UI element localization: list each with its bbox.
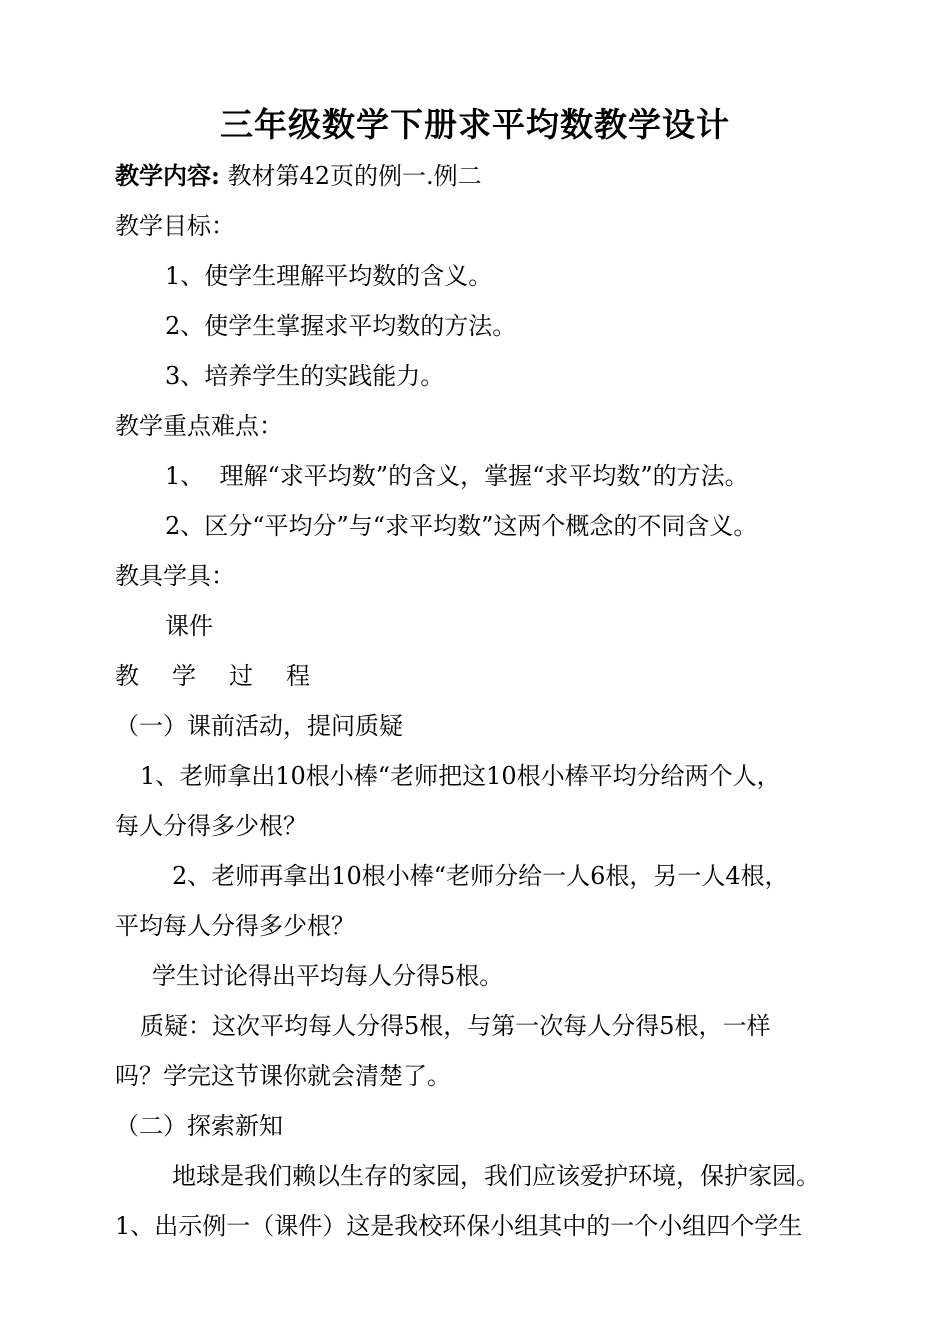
keypoint-item: 2、区分“平均分”与“求平均数”这两个概念的不同含义。 bbox=[165, 512, 758, 540]
objectives-heading: 教学目标： bbox=[115, 212, 235, 240]
section-heading: （一）课前活动，提问质疑 bbox=[115, 712, 403, 740]
tools-heading: 教具学具： bbox=[115, 562, 235, 590]
teaching-content-label: 教学内容: bbox=[115, 161, 220, 190]
process-heading: 教学过程 bbox=[115, 662, 343, 690]
tools-item: 课件 bbox=[165, 612, 213, 640]
section-line: 1、老师拿出10根小棒“老师把这10根小棒平均分给两个人， bbox=[140, 762, 781, 790]
section-line: 1、出示例一（课件）这是我校环保小组其中的一个小组四个学生 bbox=[115, 1212, 803, 1240]
objective-item: 3、培养学生的实践能力。 bbox=[165, 362, 445, 390]
teaching-content bbox=[115, 158, 482, 194]
teaching-content-value: 教材第42页的例一.例二 bbox=[219, 162, 482, 190]
section-line: 平均每人分得多少根？ bbox=[115, 912, 355, 940]
keypoints-heading: 教学重点难点： bbox=[115, 412, 283, 440]
section-heading: （二）探索新知 bbox=[115, 1112, 283, 1140]
keypoint-item: 1、 理解“求平均数”的含义，掌握“求平均数”的方法。 bbox=[165, 462, 749, 490]
section-line: 2、老师再拿出10根小棒“老师分给一人6根，另一人4根， bbox=[172, 862, 789, 890]
objective-item: 2、使学生掌握求平均数的方法。 bbox=[165, 312, 517, 340]
objective-item: 1、使学生理解平均数的含义。 bbox=[165, 262, 493, 290]
section-line: 每人分得多少根？ bbox=[115, 812, 307, 840]
section-line: 地球是我们赖以生存的家园，我们应该爱护环境，保护家园。 bbox=[172, 1162, 820, 1190]
section-line: 质疑：这次平均每人分得5根，与第一次每人分得5根，一样 bbox=[140, 1012, 771, 1040]
section-line: 学生讨论得出平均每人分得5根。 bbox=[152, 962, 504, 990]
document-title: 三年级数学下册求平均数教学设计 bbox=[220, 105, 730, 144]
section-line: 吗？学完这节课你就会清楚了。 bbox=[115, 1062, 451, 1090]
